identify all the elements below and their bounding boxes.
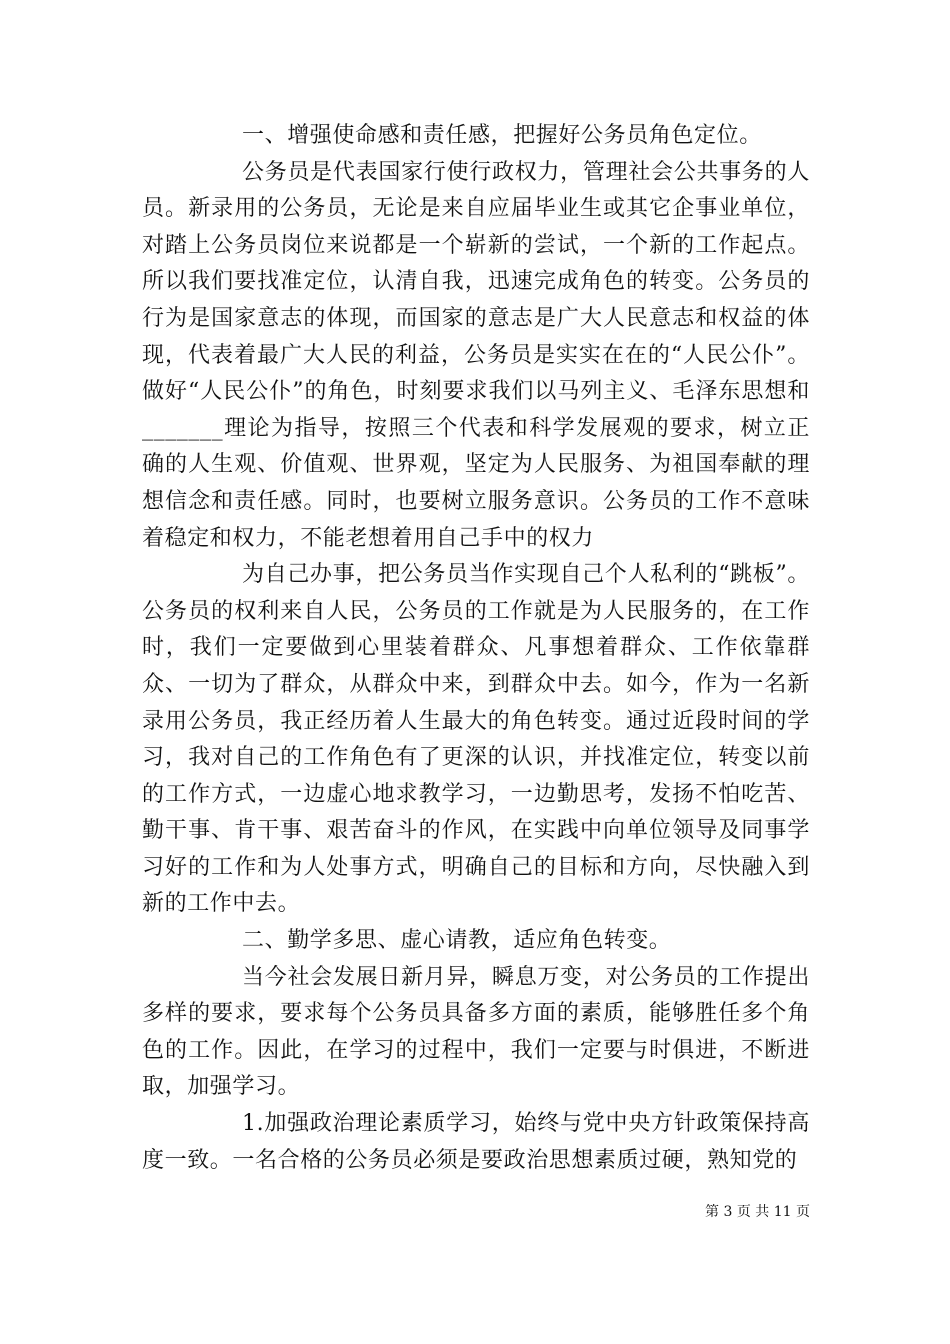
paragraph-3: 当今社会发展日新月异，瞬息万变，对公务员的工作提出多样的要求，要求每个公务员具备多方面的素质，能够胜任多个角色的工作。因此，在学习的过程中，我们一定要与时俱进，不断进取，加强学习。 (142, 964, 810, 1100)
section-heading-1: 一、增强使命感和责任感，把握好公务员角色定位。 (242, 123, 762, 148)
document-body (142, 118, 810, 1179)
paragraph-1: 公务员是代表国家行使行政权力，管理社会公共事务的人员。新录用的公务员，无论是来自应届毕业生或其它企事业单位，对踏上公务员岗位来说都是一个崭新的尝试，一个新的工作起点。所以我们要找准定位，认清自我，迅速完成角色的转变。公务员的行为是国家意志的体现，而国家的意志是广大人民意志和权益的体现，代表着最广大人民的利益，公务员是实实在在的“人民公仆”。做好“人民公仆”的角色，时刻要求我们以马列主义、毛泽东思想和_______理论为指导，按照三个代表和科学发展观的要求，树立正确的人生观、价值观、世界观，坚定为人民服务、为祖国奉献的理想信念和责任感。同时，也要树立服务意识。公务员的工作不意味着稳定和权力，不能老想着用自己手中的权力 (142, 159, 810, 551)
paragraph-2: 为自己办事，把公务员当作实现自己个人私利的“跳板”。公务员的权利来自人民，公务员的工作就是为人民服务的，在工作时，我们一定要做到心里装着群众、凡事想着群众、工作依靠群众、一切为了群众，从群众中来，到群众中去。如今，作为一名新录用公务员，我正经历着人生最大的角色转变。通过近段时间的学习，我对自己的工作角色有了更深的认识，并找准定位，转变以前的工作方式，一边虚心地求教学习，一边勤思考，发扬不怕吃苦、勤干事、肯干事、艰苦奋斗的作风，在实践中向单位领导及同事学习好的工作和为人处事方式，明确自己的目标和方向，尽快融入到新的工作中去。 (142, 562, 810, 917)
paragraph-4: 1.加强政治理论素质学习，始终与党中央方针政策保持高度一致。一名合格的公务员必须是要政治思想素质过硬，熟知党的 (142, 1111, 810, 1173)
section-heading-2: 二、勤学多思、虚心请教，适应角色转变。 (242, 928, 672, 954)
page-number-footer: 第 3 页 共 11 页 (705, 1204, 810, 1220)
